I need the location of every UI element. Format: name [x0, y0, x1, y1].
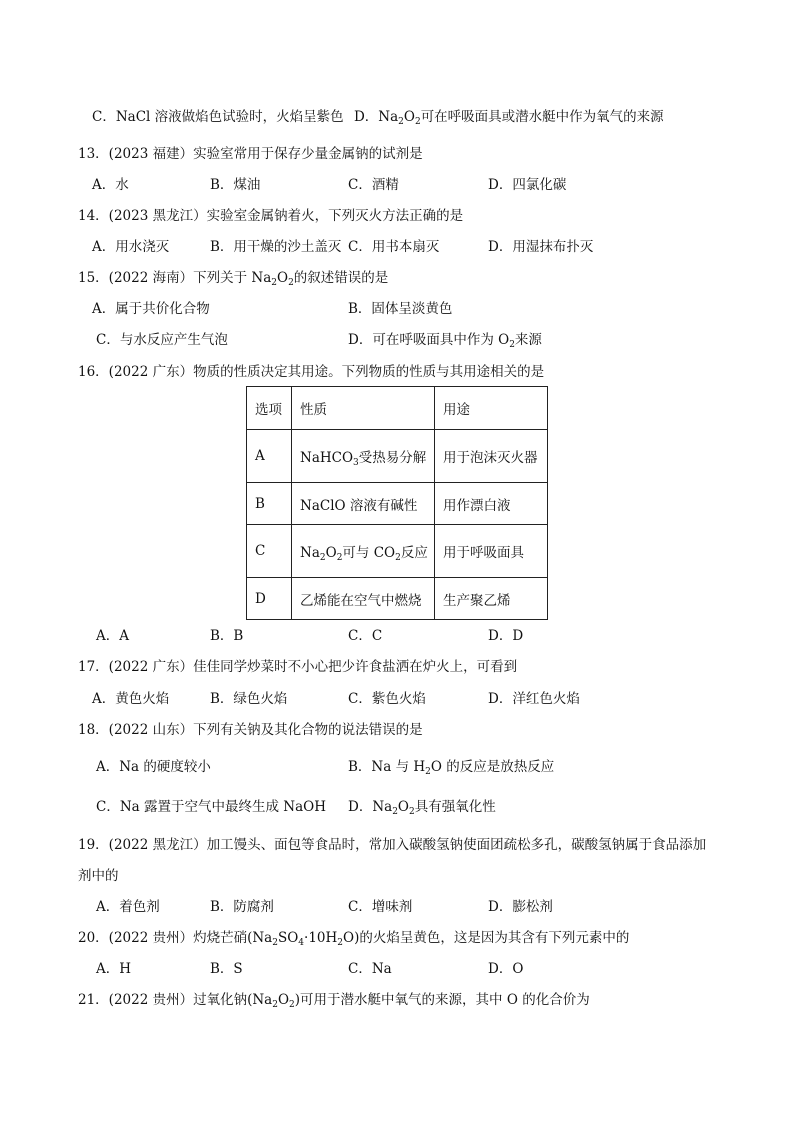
q15-stem: 15．(2022 海南）下列关于 $Na_2O_2$的叙述错误的是: [78, 270, 389, 288]
q21-stem: 21．(2022 贵州）过氧化钠$(Na_2O_2)$可用于潜水艇中氧气的来源，其中 O 的化合价为: [78, 992, 590, 1010]
q18-option-b: B．Na 与 $H_2O$ 的反应是放热反应: [348, 759, 555, 777]
q19-option-b: B．防腐剂: [210, 899, 274, 915]
q19-option-a: A．着色剂: [96, 899, 160, 915]
q15-option-d: D．可在呼吸面具中作为 $O_2$来源: [348, 332, 542, 350]
q16-option-b: B．B: [210, 628, 244, 644]
q19-stem-line2: 剂中的: [78, 868, 119, 884]
q17-option-d: D．洋红色火焰: [488, 691, 580, 707]
q16-option-d: D．D: [488, 628, 524, 644]
table-header-row: [247, 387, 548, 430]
table-header-cell: 用途: [435, 387, 548, 430]
table-cell-option: A: [247, 430, 292, 483]
table-cell-property: $Na_2O_2$可与 $CO_2$反应: [292, 525, 435, 578]
table-cell-option: C: [247, 525, 292, 578]
q17-option-c: C．紫色火焰: [348, 691, 426, 707]
q14-option-a: A．用水浇灭: [92, 239, 170, 255]
q15-option-a: A．属于共价化合物: [92, 301, 210, 317]
table-row: [247, 483, 548, 525]
table-row: [247, 525, 548, 578]
table-cell-use: 用于呼吸面具: [435, 525, 548, 578]
table-cell-property: 乙烯能在空气中燃烧: [292, 578, 435, 620]
q12-option-c: C．NaCl 溶液做焰色试验时，火焰呈紫色: [92, 109, 344, 125]
q13-option-c: C．酒精: [348, 177, 399, 193]
q15-option-b: B．固体呈淡黄色: [348, 301, 453, 317]
q13-option-d: D．四氯化碳: [488, 177, 567, 193]
table-cell-option: D: [247, 578, 292, 620]
table-cell-use: 生产聚乙烯: [435, 578, 548, 620]
table-cell-use: 用作漂白液: [435, 483, 548, 525]
q12-option-c-d-line: [92, 108, 664, 126]
table-cell-property: NaClO 溶液有碱性: [292, 483, 435, 525]
q19-option-d: D．膨松剂: [488, 899, 553, 915]
q18-option-a: A．Na 的硬度较小: [96, 759, 211, 775]
table-cell-use: 用于泡沫灭火器: [435, 430, 548, 483]
q18-stem: 18．(2022 山东）下列有关钠及其化合物的说法错误的是: [78, 722, 423, 738]
q13-stem: 13．(2023 福建）实验室常用于保存少量金属钠的试剂是: [78, 146, 423, 162]
q20-option-c: C．Na: [348, 961, 392, 977]
q16-option-c: C．C: [348, 628, 383, 644]
q14-option-b: B．用干燥的沙土盖灭: [210, 239, 342, 255]
table-cell-option: B: [247, 483, 292, 525]
table-header-cell: 性质: [292, 387, 435, 430]
q16-option-a: A．A: [96, 628, 129, 644]
q13-option-b: B．煤油: [210, 177, 261, 193]
table-cell-property: NaHCO$_3$受热易分解: [292, 430, 435, 483]
q18-option-d: D．$Na_2O_2$具有强氧化性: [348, 799, 496, 817]
q15-option-c: C．与水反应产生气泡: [96, 332, 228, 348]
q16-stem: 16．(2022 广东）物质的性质决定其用途。下列物质的性质与其用途相关的是: [78, 364, 545, 380]
table-row: [247, 578, 548, 620]
q17-stem: 17．(2022 广东）佳佳同学炒菜时不小心把少许食盐洒在炉火上，可看到: [78, 659, 518, 675]
q20-stem: 20．(2022 贵州）灼烧芒硝$(Na_2SO_4\cdot 10H_2O)$的火焰呈黄色，这是因为其含有下列元素中的: [78, 930, 630, 948]
q14-option-d: D．用湿抹布扑灭: [488, 239, 594, 255]
q18-option-c: C．Na 露置于空气中最终生成 NaOH: [96, 799, 326, 815]
q13-option-a: A．水: [92, 177, 129, 193]
q12-option-d: D．$Na_2O_2$可在呼吸面具或潜水艇中作为氧气的来源: [353, 109, 664, 127]
q19-option-c: C．增味剂: [348, 899, 413, 915]
table-row: [247, 430, 548, 483]
q16-table: [246, 386, 548, 620]
q19-stem-line1: 19．(2022 黑龙江）加工馒头、面包等食品时，常加入碳酸氢钠使面团疏松多孔，碳酸氢钠属于食品添加: [78, 837, 707, 853]
q14-option-c: C．用书本扇灭: [348, 239, 440, 255]
table-header-cell: 选项: [247, 387, 292, 430]
q20-option-b: B．S: [210, 961, 243, 977]
q17-option-a: A．黄色火焰: [92, 691, 170, 707]
q14-stem: 14．(2023 黑龙江）实验室金属钠着火，下列灭火方法正确的是: [78, 208, 464, 224]
q17-option-b: B．绿色火焰: [210, 691, 288, 707]
q20-option-a: A．H: [96, 961, 132, 977]
q20-option-d: D．O: [488, 961, 524, 977]
